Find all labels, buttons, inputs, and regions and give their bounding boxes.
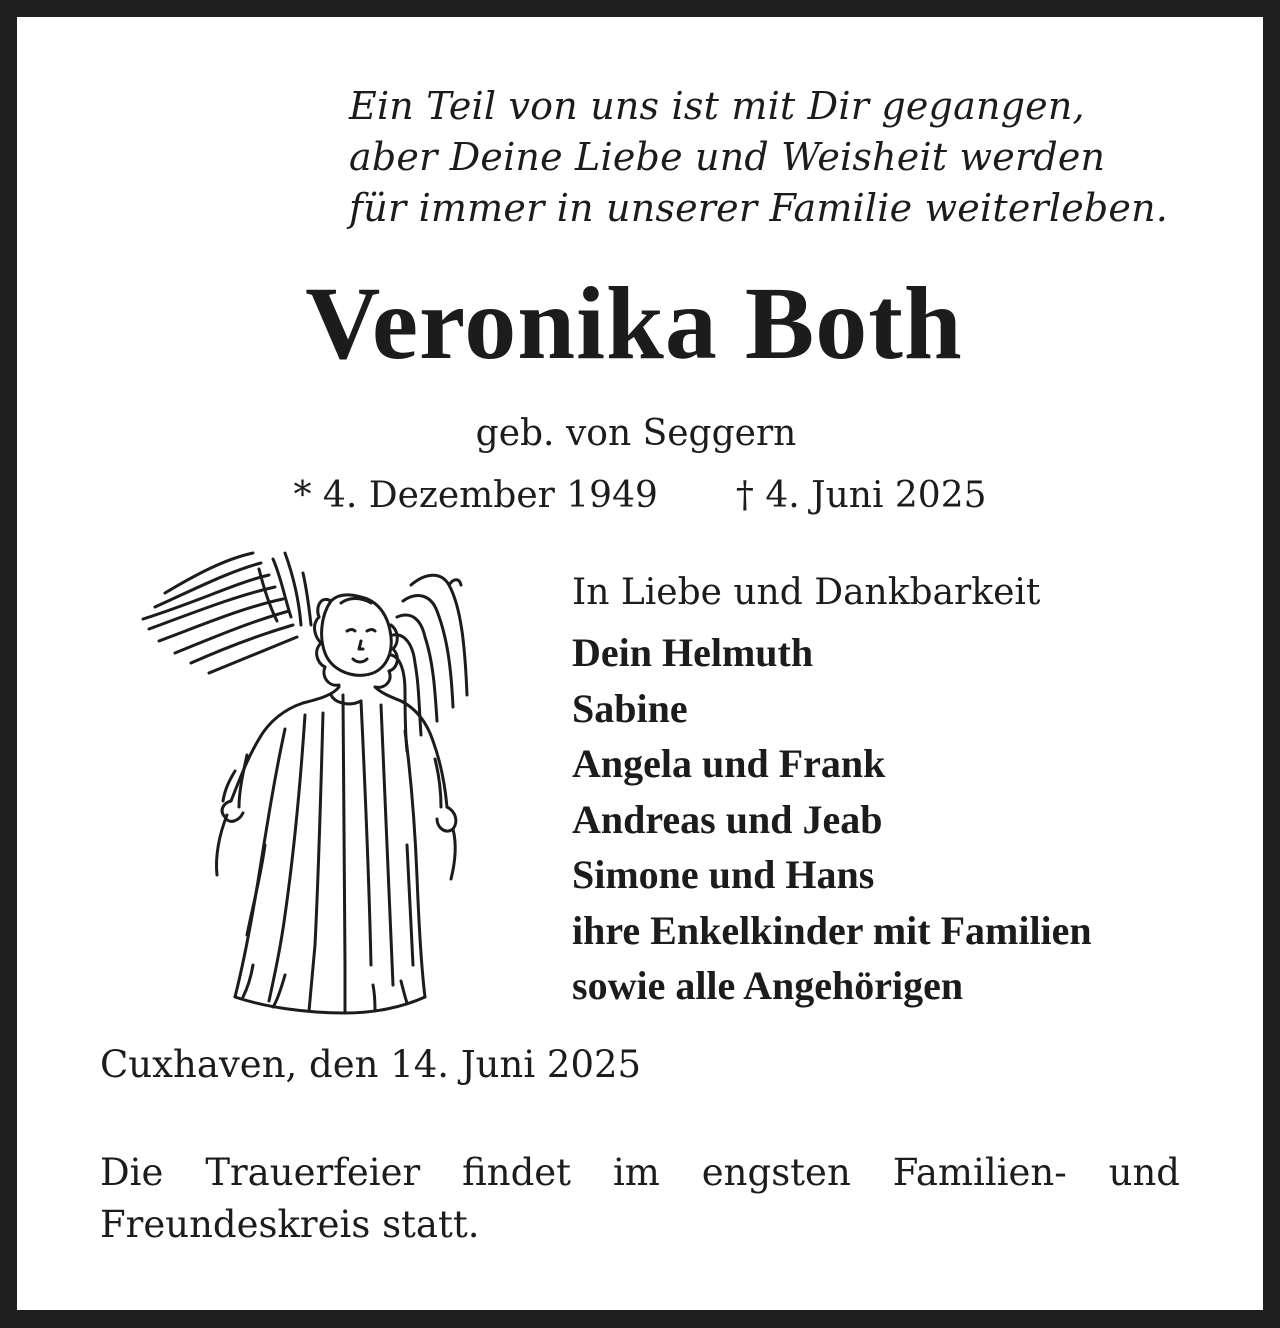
mourner-name: Sabine: [572, 685, 688, 731]
funeral-notice: Die Trauerfeier findet im engsten Familien- und Freundeskreis statt.: [100, 1151, 1180, 1246]
death-date: † 4. Juni 2025: [735, 475, 987, 516]
quote-line: Ein Teil von uns ist mit Dir gegangen,: [349, 84, 1085, 128]
obituary-notice: [17, 17, 1263, 1310]
quote-line: für immer in unserer Familie weiterleben.: [349, 186, 1169, 230]
right-wing: [391, 575, 467, 751]
angel-head: [315, 595, 398, 687]
maiden-name-block: [17, 413, 1263, 455]
mourners-intro: In Liebe und Dankbarkeit: [572, 572, 1041, 613]
life-dates: [17, 475, 1263, 517]
left-wing: [143, 553, 311, 673]
angel-icon: [135, 545, 475, 1030]
quote-line: aber Deine Liebe und Weisheit werden: [349, 135, 1106, 179]
mourner-name: Simone und Hans: [572, 852, 875, 897]
mourner-name: ihre Enkelkinder mit Familien: [572, 907, 1092, 953]
mourner-name: Dein Helmuth: [572, 630, 814, 675]
memorial-quote: [349, 81, 1229, 234]
place-and-date: Cuxhaven, den 14. Juni 2025: [100, 1043, 642, 1086]
deceased-name-block: [17, 266, 1263, 381]
mourner-name: Angela und Frank: [572, 741, 886, 786]
deceased-name: Veronika Both: [305, 266, 963, 381]
mourner-name: Andreas und Jeab: [572, 796, 883, 842]
mourners-block: [572, 571, 1252, 1014]
birth-date: * 4. Dezember 1949: [293, 475, 658, 516]
maiden-name: geb. von Seggern: [475, 413, 797, 454]
mourner-name: sowie alle Angehörigen: [572, 963, 964, 1008]
mourners-list: [572, 625, 1252, 1014]
